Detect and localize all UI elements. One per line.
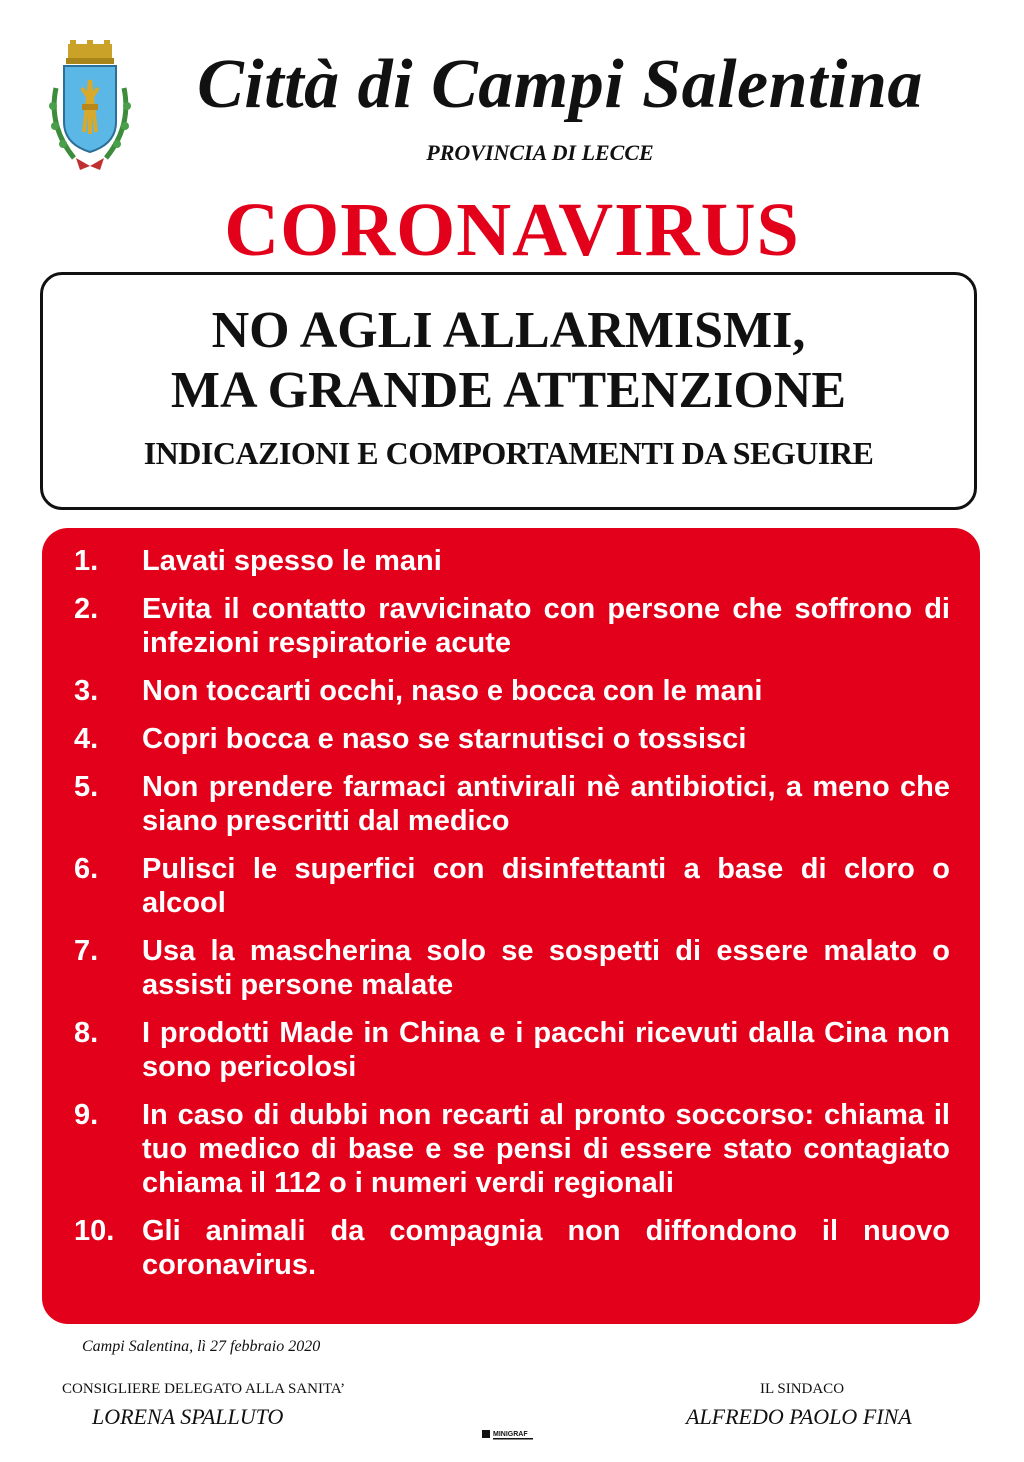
rule-number: 2. [74, 593, 99, 625]
rule-item [72, 674, 950, 708]
rule-item [72, 1016, 950, 1084]
rule-number: 6. [74, 853, 99, 885]
notice-box [40, 272, 977, 510]
mayor-role: IL SINDACO [760, 1381, 845, 1397]
printer-logo-text: MINIGRAF [493, 1431, 528, 1438]
province-label: PROVINCIA DI LECCE [426, 140, 654, 165]
rule-item [72, 592, 950, 660]
rule-number: 10. [74, 1215, 115, 1247]
headline: CORONAVIRUS [224, 188, 800, 272]
delegate-role: CONSIGLIERE DELEGATO ALLA SANITA’ [62, 1381, 346, 1397]
rule-number: 4. [74, 723, 99, 755]
rule-text: Evita il contatto ravvicinato con persone che soffrono di infezioni respiratorie acute [142, 593, 950, 659]
rule-number: 1. [74, 545, 99, 577]
rule-item [72, 1098, 950, 1200]
rule-item [72, 1214, 950, 1282]
rule-text: Lavati spesso le mani [142, 545, 442, 577]
delegate-name: LORENA SPALLUTO [92, 1404, 284, 1429]
rule-number: 3. [74, 675, 99, 707]
notice-line-2: MA GRANDE ATTENZIONE [170, 362, 847, 419]
rule-text: Pulisci le superfici con disinfettanti a base di cloro o alcool [142, 853, 950, 919]
rule-item [72, 722, 950, 756]
rule-item [72, 852, 950, 920]
rule-text: Gli animali da compagnia non diffondono il nuovo coronavirus. [142, 1215, 950, 1281]
rule-item [72, 934, 950, 1002]
notice-subtitle: INDICAZIONI E COMPORTAMENTI DA SEGUIRE [143, 435, 874, 471]
notice-line-1: NO AGLI ALLARMISMI, [211, 302, 806, 359]
rule-text: Non prendere farmaci antivirali nè antibiotici, a meno che siano prescritti dal medico [142, 771, 950, 837]
rule-number: 5. [74, 771, 99, 803]
printer-logo [482, 1428, 542, 1442]
rule-number: 7. [74, 935, 99, 967]
rule-text: In caso di dubbi non recarti al pronto soccorso: chiama il tuo medico di base e se pensi di essere stato contagiato chiama il 112 o i numeri verdi regionali [142, 1099, 950, 1199]
city-title: Città di Campi Salentina [197, 46, 923, 123]
rule-item [72, 770, 950, 838]
coat-of-arms-icon [44, 40, 136, 176]
rule-text: Non toccarti occhi, naso e bocca con le mani [142, 675, 763, 707]
rule-text: I prodotti Made in China e i pacchi ricevuti dalla Cina non sono pericolosi [142, 1017, 950, 1083]
rules-panel [42, 528, 980, 1324]
rule-number: 8. [74, 1017, 99, 1049]
mayor-name: ALFREDO PAOLO FINA [686, 1404, 912, 1429]
rule-text: Usa la mascherina solo se sospetti di essere malato o assisti persone malate [142, 935, 950, 1001]
rule-item [72, 544, 950, 578]
rule-text: Copri bocca e naso se starnutisci o tossisci [142, 723, 747, 755]
date-line: Campi Salentina, lì 27 febbraio 2020 [82, 1338, 321, 1355]
rule-number: 9. [74, 1099, 99, 1131]
